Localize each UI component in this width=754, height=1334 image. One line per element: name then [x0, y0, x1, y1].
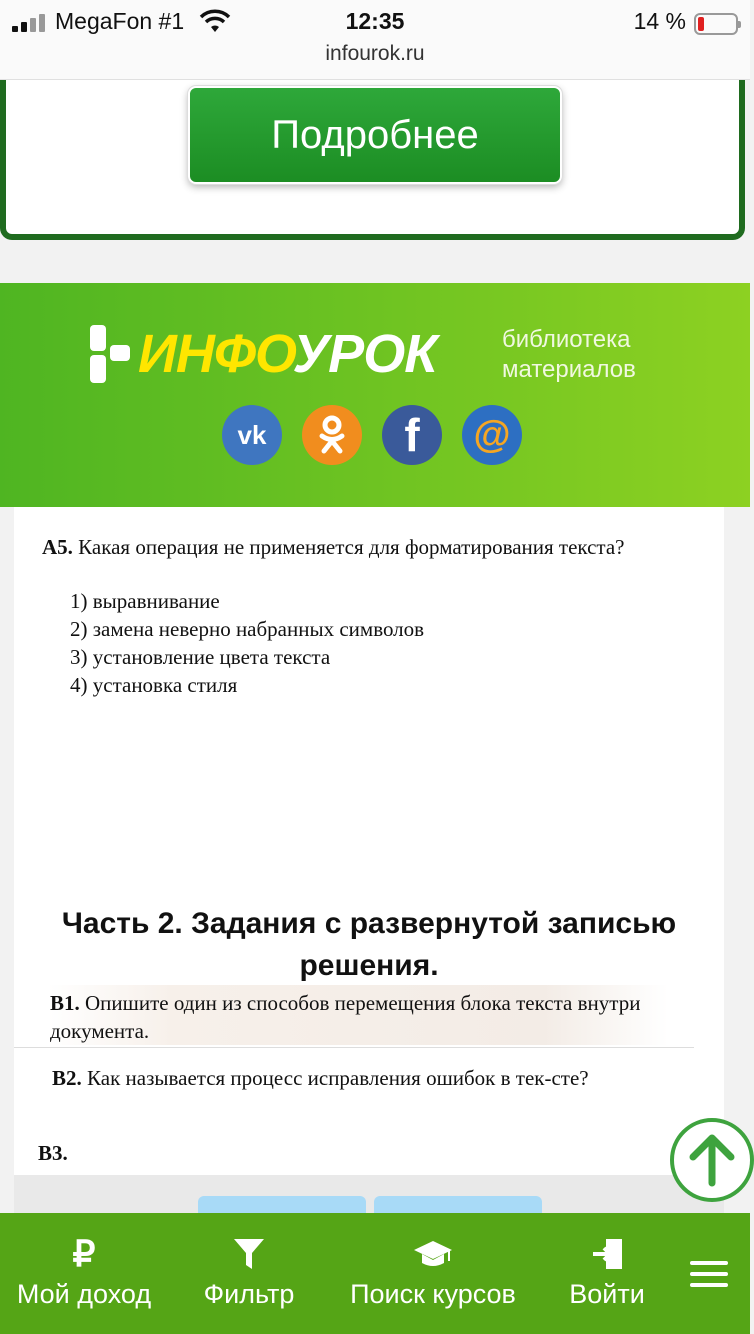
logo-text-info: ИНФО — [138, 324, 293, 384]
list-item: 2) замена неверно набранных символов — [70, 617, 425, 641]
question-a5 — [42, 535, 682, 559]
nav-label: Войти — [569, 1279, 645, 1309]
login-icon — [590, 1235, 624, 1273]
infourok-logo[interactable] — [90, 323, 436, 385]
question-label: В1. — [50, 991, 80, 1015]
tagline-line-2: материалов — [502, 356, 636, 383]
status-bar — [0, 0, 750, 80]
odnoklassniki-icon[interactable] — [302, 405, 362, 465]
answer-options — [70, 587, 424, 699]
filter-icon — [233, 1235, 265, 1273]
question-b2 — [52, 1065, 672, 1091]
nav-label: Мой доход — [16, 1279, 152, 1309]
nav-course-search[interactable] — [340, 1213, 526, 1334]
question-text: Опишите один из способов перемещения блока текста внутри документа. — [50, 991, 641, 1043]
social-links — [222, 405, 522, 465]
facebook-icon[interactable]: f — [382, 405, 442, 465]
logo-text-urok: УРОК — [292, 324, 437, 384]
arrow-up-icon — [687, 1133, 737, 1187]
section-heading: Часть 2. Задания с развернутой записью решения. — [61, 907, 677, 982]
divider — [14, 1047, 694, 1048]
nav-filter[interactable] — [190, 1213, 308, 1334]
nav-login[interactable] — [562, 1213, 652, 1334]
brand-tagline — [502, 325, 636, 385]
logo-mark-icon — [90, 325, 132, 383]
question-label: А5. — [42, 535, 73, 559]
nav-label: Поиск курсов — [350, 1279, 516, 1309]
nav-label: Фильтр — [203, 1279, 295, 1309]
battery-icon — [694, 13, 738, 35]
nav-my-income[interactable] — [10, 1213, 158, 1334]
list-item: 3) установление цвета текста — [70, 645, 331, 669]
question-b1 — [48, 985, 668, 1045]
infourok-header — [0, 283, 750, 507]
tagline-line-1: библиотека — [502, 326, 631, 353]
question-text: Какая операция не применяется для форматирования текста? — [78, 535, 625, 559]
list-item: 1) выравнивание — [70, 589, 220, 613]
question-b3-cropped: В3. — [38, 1141, 68, 1165]
pager-area — [14, 1175, 724, 1215]
ruble-icon: ₽ — [72, 1233, 96, 1274]
battery-percent: 14 % — [633, 8, 686, 34]
vk-icon[interactable]: vk — [222, 405, 282, 465]
hamburger-menu-icon[interactable] — [690, 1261, 728, 1294]
scroll-to-top-button[interactable] — [670, 1118, 754, 1202]
more-details-button[interactable]: Подробнее — [188, 86, 562, 184]
promo-banner — [0, 80, 745, 240]
question-label: В2. — [52, 1066, 82, 1090]
mail-at-icon[interactable]: @ — [462, 405, 522, 465]
graduation-cap-icon — [413, 1235, 453, 1273]
address-bar-url[interactable]: infourok.ru — [325, 42, 425, 65]
carrier-name: MegaFon #1 — [55, 8, 185, 34]
question-text: Как называется процесс исправления ошибок в тек-сте? — [87, 1066, 589, 1090]
clock: 12:35 — [345, 8, 405, 34]
list-item: 4) установка стиля — [70, 673, 238, 697]
document-preview — [14, 507, 724, 1175]
bottom-navigation — [0, 1213, 750, 1334]
